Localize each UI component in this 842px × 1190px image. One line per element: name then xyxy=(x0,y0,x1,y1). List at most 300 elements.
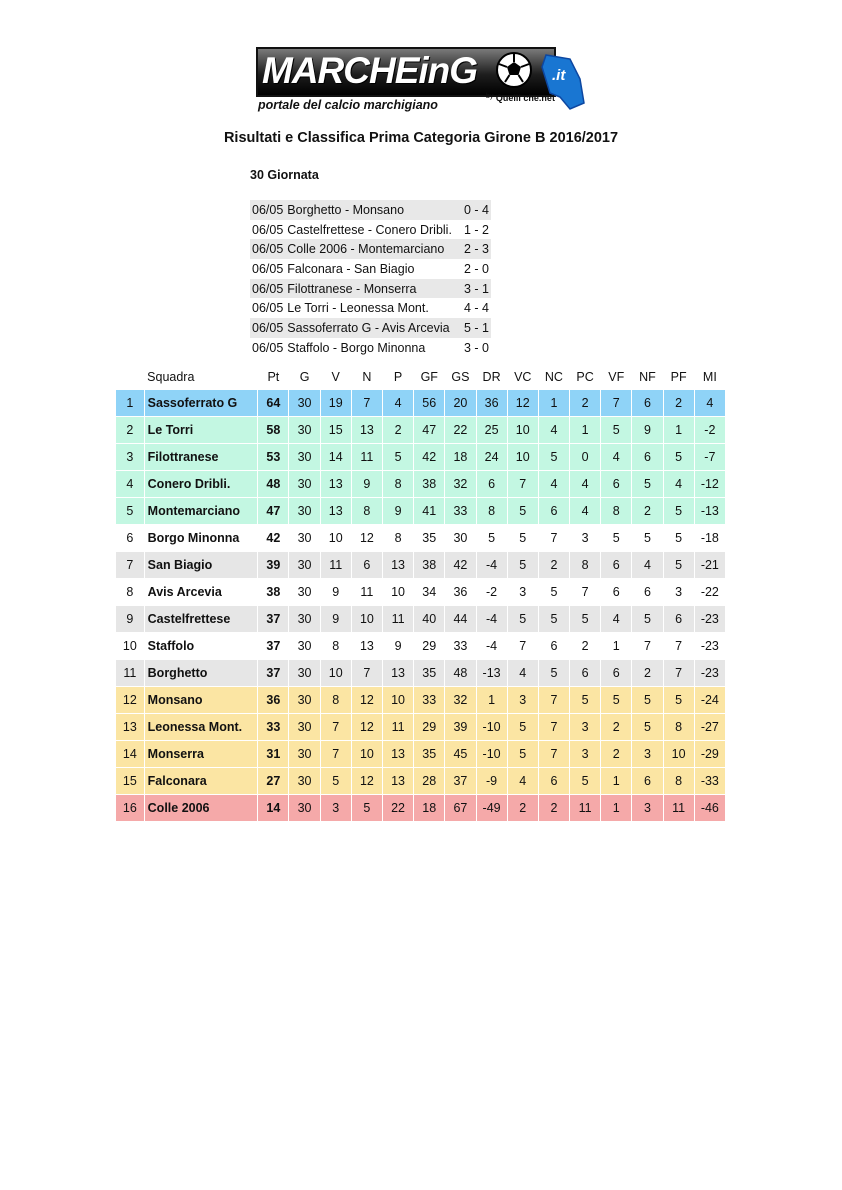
position-cell: 11 xyxy=(116,660,144,687)
stat-cell: 38 xyxy=(414,552,445,579)
stat-cell: -4 xyxy=(476,606,507,633)
stat-cell: 6 xyxy=(538,768,569,795)
stat-cell: 38 xyxy=(414,471,445,498)
points-cell: 37 xyxy=(258,606,289,633)
stat-cell: 6 xyxy=(570,660,601,687)
stat-cell: -13 xyxy=(476,660,507,687)
stat-cell: 2 xyxy=(570,390,601,417)
stat-cell: 7 xyxy=(538,525,569,552)
result-date: 06/05 xyxy=(252,340,284,355)
stat-cell: 7 xyxy=(538,741,569,768)
stat-cell: 8 xyxy=(382,471,413,498)
result-score: 2 - 0 xyxy=(463,261,489,276)
stat-cell: 30 xyxy=(289,525,320,552)
position-cell: 14 xyxy=(116,741,144,768)
stat-cell: 9 xyxy=(382,498,413,525)
stat-cell: 5 xyxy=(507,606,538,633)
standings-row xyxy=(116,606,726,633)
standings-row xyxy=(116,741,726,768)
position-cell: 12 xyxy=(116,687,144,714)
stat-cell: 47 xyxy=(414,417,445,444)
stat-cell: 7 xyxy=(351,390,382,417)
stat-cell: 42 xyxy=(445,552,476,579)
team-name: Monserra xyxy=(144,741,258,768)
result-row xyxy=(250,318,491,338)
stat-cell: 35 xyxy=(414,741,445,768)
stat-cell: 35 xyxy=(414,525,445,552)
result-row xyxy=(250,220,491,240)
stat-cell: 5 xyxy=(632,687,663,714)
stat-cell: -2 xyxy=(694,417,725,444)
stat-cell: 0 xyxy=(570,444,601,471)
position-cell: 7 xyxy=(116,552,144,579)
stat-cell: 35 xyxy=(414,660,445,687)
stat-cell: 67 xyxy=(445,795,476,822)
column-header: GS xyxy=(451,370,470,384)
stat-cell: 4 xyxy=(570,498,601,525)
result-match: Castelfrettese - Conero Dribli. xyxy=(287,222,452,237)
stat-cell: 32 xyxy=(445,687,476,714)
column-header: VF xyxy=(608,370,625,384)
stat-cell: 7 xyxy=(351,660,382,687)
stat-cell: 3 xyxy=(632,795,663,822)
result-date: 06/05 xyxy=(250,318,285,338)
stat-cell: -46 xyxy=(694,795,725,822)
stat-cell: 1 xyxy=(663,417,694,444)
stat-cell: 7 xyxy=(601,390,632,417)
position-cell: 5 xyxy=(116,498,144,525)
position-cell: 13 xyxy=(116,714,144,741)
result-score: 3 - 0 xyxy=(463,340,489,355)
stat-cell: 6 xyxy=(538,498,569,525)
stat-cell: 5 xyxy=(476,525,507,552)
stat-cell: 11 xyxy=(382,606,413,633)
stat-cell: 30 xyxy=(289,444,320,471)
stat-cell: 2 xyxy=(601,741,632,768)
stat-cell: 10 xyxy=(320,660,351,687)
result-match: Colle 2006 - Montemarciano xyxy=(285,239,454,259)
points-cell: 36 xyxy=(258,687,289,714)
result-date: 06/05 xyxy=(250,200,285,220)
result-match: Le Torri - Leonessa Mont. xyxy=(287,301,429,316)
stat-cell: 4 xyxy=(538,417,569,444)
standings-row xyxy=(116,390,726,417)
logo-wordmark: MARCHEinG xyxy=(262,50,478,91)
stat-cell: 5 xyxy=(538,606,569,633)
points-cell: 48 xyxy=(258,471,289,498)
stat-cell: 5 xyxy=(570,687,601,714)
points-cell: 14 xyxy=(258,795,289,822)
stat-cell: 30 xyxy=(289,498,320,525)
result-score: 2 - 3 xyxy=(454,239,491,259)
results-table xyxy=(250,200,491,358)
stat-cell: 11 xyxy=(351,444,382,471)
result-match: Sassoferrato G - Avis Arcevia xyxy=(285,318,454,338)
position-cell: 10 xyxy=(116,633,144,660)
points-cell: 37 xyxy=(258,660,289,687)
stat-cell: 11 xyxy=(351,579,382,606)
stat-cell: 7 xyxy=(663,660,694,687)
stat-cell: 3 xyxy=(570,714,601,741)
stat-cell: 11 xyxy=(663,795,694,822)
stat-cell: 3 xyxy=(507,687,538,714)
stat-cell: 10 xyxy=(507,444,538,471)
stat-cell: 5 xyxy=(538,660,569,687)
stat-cell: 10 xyxy=(663,741,694,768)
stat-cell: 2 xyxy=(507,795,538,822)
points-cell: 37 xyxy=(258,633,289,660)
result-date: 06/05 xyxy=(252,222,284,237)
result-row xyxy=(250,338,491,358)
result-score: 4 - 4 xyxy=(463,301,489,316)
result-score: 3 - 1 xyxy=(454,279,491,299)
stat-cell: 30 xyxy=(289,660,320,687)
stat-cell: 4 xyxy=(507,660,538,687)
stat-cell: 2 xyxy=(538,795,569,822)
points-cell: 31 xyxy=(258,741,289,768)
stat-cell: 15 xyxy=(320,417,351,444)
stat-cell: 7 xyxy=(570,579,601,606)
standings-row xyxy=(116,768,726,795)
standings-row xyxy=(116,633,726,660)
stat-cell: 2 xyxy=(632,660,663,687)
team-name: Staffolo xyxy=(144,633,258,660)
team-name: Sassoferrato G xyxy=(144,390,258,417)
points-cell: 39 xyxy=(258,552,289,579)
stat-cell: 5 xyxy=(507,552,538,579)
stat-cell: 36 xyxy=(445,579,476,606)
stat-cell: 40 xyxy=(414,606,445,633)
stat-cell: 4 xyxy=(601,444,632,471)
standings-row xyxy=(116,714,726,741)
points-cell: 47 xyxy=(258,498,289,525)
page-title: Risultati e Classifica Prima Categoria Girone B 2016/2017 xyxy=(223,130,619,146)
stat-cell: 22 xyxy=(445,417,476,444)
stat-cell: 12 xyxy=(351,768,382,795)
stat-cell: 5 xyxy=(663,552,694,579)
result-date: 06/05 xyxy=(252,261,284,276)
stat-cell: 7 xyxy=(663,633,694,660)
stat-cell: 8 xyxy=(663,714,694,741)
result-row xyxy=(250,298,491,318)
position-cell: 8 xyxy=(116,579,144,606)
stat-cell: 8 xyxy=(601,498,632,525)
stat-cell: 5 xyxy=(507,525,538,552)
column-header: N xyxy=(362,370,372,384)
stat-cell: 5 xyxy=(632,471,663,498)
team-name: Montemarciano xyxy=(144,498,258,525)
result-date: 06/05 xyxy=(252,301,284,316)
logo-domain: .it xyxy=(552,67,566,84)
stat-cell: 5 xyxy=(632,525,663,552)
stat-cell: 5 xyxy=(601,525,632,552)
stat-cell: 5 xyxy=(538,444,569,471)
standings-row xyxy=(116,660,726,687)
stat-cell: 56 xyxy=(414,390,445,417)
team-name: Conero Dribli. xyxy=(144,471,258,498)
stat-cell: 1 xyxy=(570,417,601,444)
result-score: 0 - 4 xyxy=(454,200,491,220)
team-name: Borgo Minonna xyxy=(144,525,258,552)
stat-cell: 3 xyxy=(570,741,601,768)
stat-cell: 5 xyxy=(538,579,569,606)
stat-cell: 13 xyxy=(382,768,413,795)
stat-cell: 4 xyxy=(663,471,694,498)
stat-cell: 7 xyxy=(507,633,538,660)
standings-table xyxy=(116,364,726,822)
stat-cell: 5 xyxy=(663,444,694,471)
column-header: MI xyxy=(702,370,717,384)
stat-cell: 2 xyxy=(663,390,694,417)
stat-cell: 10 xyxy=(351,606,382,633)
stat-cell: 1 xyxy=(538,390,569,417)
stat-cell: 30 xyxy=(289,633,320,660)
column-header xyxy=(116,364,144,390)
stat-cell: 37 xyxy=(445,768,476,795)
stat-cell: 5 xyxy=(351,795,382,822)
stat-cell: 18 xyxy=(445,444,476,471)
stat-cell: 24 xyxy=(476,444,507,471)
stat-cell: -33 xyxy=(694,768,725,795)
result-score: 5 - 1 xyxy=(454,318,491,338)
result-match: Staffolo - Borgo Minonna xyxy=(287,340,426,355)
stat-cell: 13 xyxy=(382,660,413,687)
stat-cell: 29 xyxy=(414,714,445,741)
stat-cell: 5 xyxy=(507,741,538,768)
stat-cell: -10 xyxy=(476,741,507,768)
stat-cell: 12 xyxy=(351,714,382,741)
stat-cell: 48 xyxy=(445,660,476,687)
stat-cell: -4 xyxy=(476,633,507,660)
stat-cell: 44 xyxy=(445,606,476,633)
stat-cell: -22 xyxy=(694,579,725,606)
stat-cell: -2 xyxy=(476,579,507,606)
points-cell: 64 xyxy=(258,390,289,417)
team-name: Colle 2006 xyxy=(144,795,258,822)
stat-cell: 4 xyxy=(382,390,413,417)
stat-cell: 13 xyxy=(382,741,413,768)
logo-sponsor: $^{by}$ Quelli che.net xyxy=(486,93,555,103)
stat-cell: 9 xyxy=(382,633,413,660)
stat-cell: 13 xyxy=(382,552,413,579)
stat-cell: 1 xyxy=(601,633,632,660)
standings-row xyxy=(116,417,726,444)
stat-cell: -23 xyxy=(694,660,725,687)
stat-cell: 13 xyxy=(351,417,382,444)
points-cell: 27 xyxy=(258,768,289,795)
position-cell: 2 xyxy=(116,417,144,444)
stat-cell: 5 xyxy=(632,606,663,633)
stat-cell: 2 xyxy=(632,498,663,525)
stat-cell: 12 xyxy=(351,525,382,552)
stat-cell: 2 xyxy=(570,633,601,660)
stat-cell: 5 xyxy=(601,417,632,444)
stat-cell: -4 xyxy=(476,552,507,579)
stat-cell: 33 xyxy=(445,498,476,525)
result-match: Falconara - San Biagio xyxy=(287,261,415,276)
stat-cell: 3 xyxy=(320,795,351,822)
stat-cell: 13 xyxy=(320,498,351,525)
stat-cell: 4 xyxy=(632,552,663,579)
stat-cell: 39 xyxy=(445,714,476,741)
stat-cell: 5 xyxy=(632,714,663,741)
stat-cell: 6 xyxy=(663,606,694,633)
stat-cell: -29 xyxy=(694,741,725,768)
stat-cell: 1 xyxy=(601,795,632,822)
stat-cell: 14 xyxy=(320,444,351,471)
stat-cell: 4 xyxy=(570,471,601,498)
stat-cell: 10 xyxy=(507,417,538,444)
stat-cell: 5 xyxy=(507,498,538,525)
stat-cell: 33 xyxy=(414,687,445,714)
stat-cell: 20 xyxy=(445,390,476,417)
stat-cell: 5 xyxy=(663,687,694,714)
stat-cell: 30 xyxy=(289,579,320,606)
stat-cell: 11 xyxy=(570,795,601,822)
stat-cell: 6 xyxy=(351,552,382,579)
team-name: Avis Arcevia xyxy=(144,579,258,606)
stat-cell: 6 xyxy=(632,768,663,795)
result-match: Filottranese - Monserra xyxy=(285,279,454,299)
stat-cell: 13 xyxy=(351,633,382,660)
stat-cell: -49 xyxy=(476,795,507,822)
column-header: GF xyxy=(420,370,438,384)
stat-cell: 11 xyxy=(382,714,413,741)
position-cell: 15 xyxy=(116,768,144,795)
points-cell: 53 xyxy=(258,444,289,471)
standings-row xyxy=(116,795,726,822)
team-name: Castelfrettese xyxy=(144,606,258,633)
team-name: Leonessa Mont. xyxy=(144,714,258,741)
position-cell: 1 xyxy=(116,390,144,417)
stat-cell: 30 xyxy=(289,714,320,741)
stat-cell: 3 xyxy=(507,579,538,606)
team-name: Falconara xyxy=(144,768,258,795)
stat-cell: 30 xyxy=(289,471,320,498)
stat-cell: 41 xyxy=(414,498,445,525)
column-header: NF xyxy=(639,370,656,384)
stat-cell: 5 xyxy=(382,444,413,471)
stat-cell: 6 xyxy=(601,660,632,687)
points-cell: 58 xyxy=(258,417,289,444)
stat-cell: -7 xyxy=(694,444,725,471)
column-header: Squadra xyxy=(147,370,195,384)
stat-cell: 36 xyxy=(476,390,507,417)
stat-cell: 2 xyxy=(601,714,632,741)
logo-tagline: portale del calcio marchigiano xyxy=(258,98,438,112)
stat-cell: 30 xyxy=(289,552,320,579)
stat-cell: -23 xyxy=(694,633,725,660)
stat-cell: 5 xyxy=(601,687,632,714)
stat-cell: 45 xyxy=(445,741,476,768)
stat-cell: 6 xyxy=(632,579,663,606)
column-header: V xyxy=(331,370,340,384)
stat-cell: 6 xyxy=(601,471,632,498)
stat-cell: 13 xyxy=(320,471,351,498)
stat-cell: 7 xyxy=(507,471,538,498)
stat-cell: 8 xyxy=(351,498,382,525)
stat-cell: 8 xyxy=(320,687,351,714)
stat-cell: -12 xyxy=(694,471,725,498)
stat-cell: 22 xyxy=(382,795,413,822)
team-name: Le Torri xyxy=(144,417,258,444)
team-name: Filottranese xyxy=(144,444,258,471)
stat-cell: -23 xyxy=(694,606,725,633)
stat-cell: 11 xyxy=(320,552,351,579)
standings-row xyxy=(116,471,726,498)
result-score: 1 - 2 xyxy=(463,222,489,237)
stat-cell: 5 xyxy=(570,768,601,795)
column-header: PF xyxy=(670,370,687,384)
stat-cell: 4 xyxy=(507,768,538,795)
stat-cell: 8 xyxy=(570,552,601,579)
stat-cell: 10 xyxy=(320,525,351,552)
stat-cell: -9 xyxy=(476,768,507,795)
stat-cell: 28 xyxy=(414,768,445,795)
stat-cell: 5 xyxy=(663,498,694,525)
round-label: 30 Giornata xyxy=(250,168,319,182)
stat-cell: 7 xyxy=(320,741,351,768)
stat-cell: 7 xyxy=(320,714,351,741)
position-cell: 9 xyxy=(116,606,144,633)
stat-cell: 3 xyxy=(570,525,601,552)
soccer-ball-icon xyxy=(494,50,534,90)
stat-cell: 1 xyxy=(601,768,632,795)
stat-cell: -21 xyxy=(694,552,725,579)
stat-cell: 30 xyxy=(289,741,320,768)
stat-cell: -24 xyxy=(694,687,725,714)
stat-cell: 30 xyxy=(445,525,476,552)
stat-cell: 4 xyxy=(694,390,725,417)
stat-cell: 4 xyxy=(601,606,632,633)
stat-cell: 5 xyxy=(507,714,538,741)
stat-cell: 12 xyxy=(507,390,538,417)
position-cell: 3 xyxy=(116,444,144,471)
team-name: San Biagio xyxy=(144,552,258,579)
column-header: PC xyxy=(576,370,594,384)
stat-cell: 4 xyxy=(538,471,569,498)
stat-cell: -18 xyxy=(694,525,725,552)
result-row xyxy=(250,200,491,220)
stat-cell: 30 xyxy=(289,417,320,444)
stat-cell: 9 xyxy=(320,579,351,606)
stat-cell: 10 xyxy=(351,741,382,768)
stat-cell: 34 xyxy=(414,579,445,606)
stat-cell: 30 xyxy=(289,606,320,633)
stat-cell: 32 xyxy=(445,471,476,498)
team-name: Borghetto xyxy=(144,660,258,687)
stat-cell: 7 xyxy=(632,633,663,660)
stat-cell: -13 xyxy=(694,498,725,525)
stat-cell: 7 xyxy=(538,714,569,741)
stat-cell: 19 xyxy=(320,390,351,417)
result-row xyxy=(250,259,491,279)
stat-cell: 5 xyxy=(663,525,694,552)
standings-header-row xyxy=(116,364,726,390)
stat-cell: 3 xyxy=(663,579,694,606)
stat-cell: 6 xyxy=(601,552,632,579)
stat-cell: -10 xyxy=(476,714,507,741)
stat-cell: 30 xyxy=(289,687,320,714)
stat-cell: 3 xyxy=(632,741,663,768)
stat-cell: 5 xyxy=(570,606,601,633)
stat-cell: 30 xyxy=(289,390,320,417)
column-header: Pt xyxy=(267,370,280,384)
stat-cell: 1 xyxy=(476,687,507,714)
stat-cell: 30 xyxy=(289,768,320,795)
stat-cell: 9 xyxy=(320,606,351,633)
stat-cell: 33 xyxy=(445,633,476,660)
